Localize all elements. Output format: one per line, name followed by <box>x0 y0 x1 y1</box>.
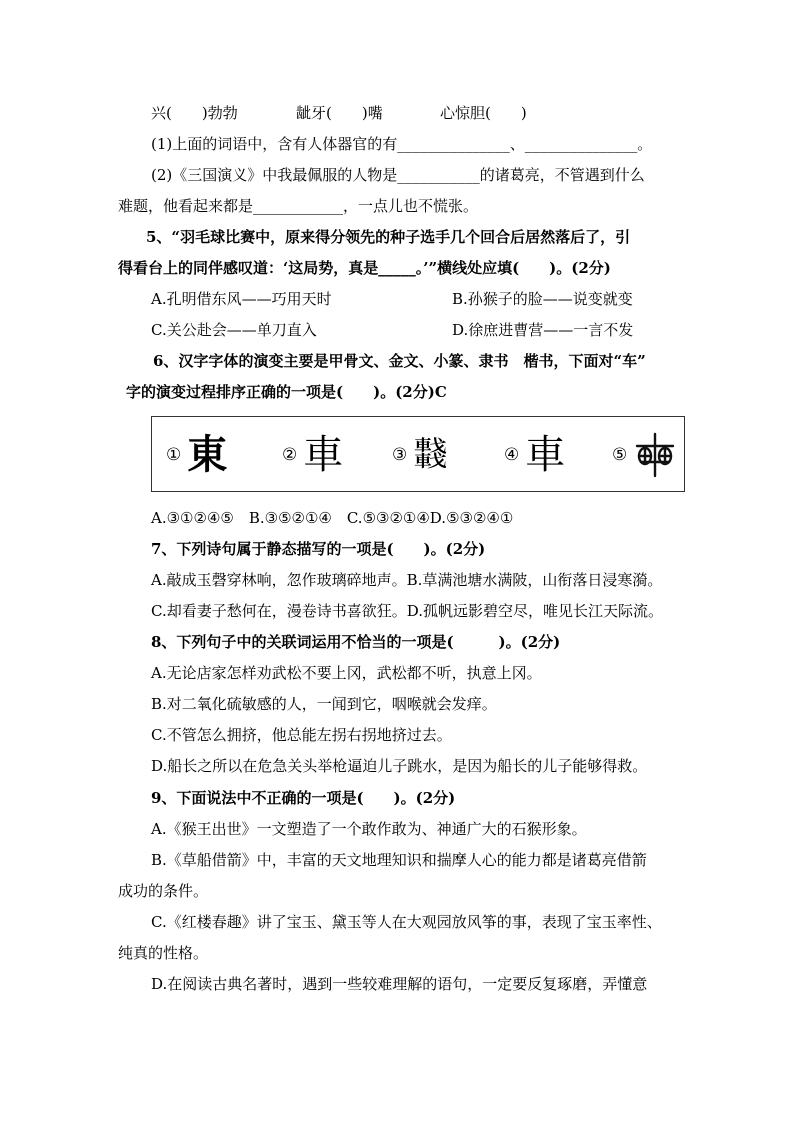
glyph-character: 車 <box>303 432 344 478</box>
glyph-item-5 <box>612 425 677 485</box>
question-9-option-c-line-2: 纯真的性格。 <box>118 944 209 962</box>
glyph-number: ③ <box>392 445 408 465</box>
question-8-option-c: C.不管怎么拥挤，他总能左拐右拐地挤过去。 <box>151 726 452 744</box>
question-9-option-a: A.《猴王出世》一文塑造了一个敢作敢为、神通广大的石猴形象。 <box>151 820 587 838</box>
glyph-item-3 <box>392 425 447 485</box>
question-6-line-1: 6、汉字字体的演变主要是甲骨文、金文、小篆、隶书 楷书，下面对“车” <box>153 352 646 370</box>
question-8-option-b: B.对二氧化硫敏感的人，一闻到它，咽喉就会发痒。 <box>151 695 497 713</box>
question-7-options-ab: A.敲成玉磬穿林响，忽作玻璃碎地声。B.草满池塘水满陂，山衔落日浸寒漪。 <box>151 571 663 589</box>
question-9-option-b-line-1: B.《草船借箭》中，丰富的天文地理知识和揣摩人心的能力都是诸葛亮借箭 <box>151 851 647 869</box>
glyph-character: 𨏖 <box>413 435 448 475</box>
question-9-option-c-line-1: C.《红楼春趣》讲了宝玉、黛玉等人在大观园放风筝的事，表现了宝玉率性、 <box>151 913 662 931</box>
question-5-option-c: C.关公赴会——单刀直入 <box>151 321 317 339</box>
question-7-options-cd: C.却看妻子愁何在，漫卷诗书喜欲狂。D.孤帆远影碧空尽，唯见长江天际流。 <box>151 602 663 620</box>
glyph-number: ① <box>166 445 182 465</box>
glyph-item-2 <box>282 425 343 485</box>
question-9-option-d: D.在阅读古典名著时，遇到一些较难理解的语句，一定要反复琢磨，弄懂意 <box>151 975 648 993</box>
question-6-line-2: 字的演变过程排序正确的一项是( )。(2分)C <box>126 383 447 401</box>
glyph-number: ④ <box>504 445 520 465</box>
question-5-line-2: 得看台上的同伴感叹道：‘这局势，真是_____。’”横线处应填( )。(2分) <box>118 259 611 277</box>
glyph-number: ② <box>282 445 298 465</box>
question-5-option-b: B.孙猴子的脸——说变就变 <box>452 290 633 308</box>
idiom-2: 龇牙( )嘴 <box>296 104 383 122</box>
glyph-character: 東 <box>187 431 228 478</box>
character-evolution-figure <box>151 416 685 492</box>
question-8-option-d: D.船长之所以在危急关头举枪逼迫儿子跳水，是因为船长的儿子能够得救。 <box>151 757 648 775</box>
sub-question-2-line-2: 难题，他看起来都是____________，一点儿也不慌张。 <box>118 197 479 215</box>
glyph-character: 車 <box>525 432 566 478</box>
question-9-stem: 9、下面说法中不正确的一项是( )。(2分) <box>151 789 456 807</box>
glyph-item-4 <box>504 425 565 485</box>
question-5-option-a: A.孔明借东风——巧用天时 <box>151 290 332 308</box>
question-8-stem: 8、下列句子中的关联词运用不恰当的一项是( )。(2分) <box>151 633 561 651</box>
idiom-1: 兴( )勃勃 <box>151 104 238 122</box>
question-6-options: A.③①②④⑤ B.③⑤②①④ C.⑤③②①④D.⑤③②④① <box>151 509 514 527</box>
question-5-line-1: 5、“羽毛球比赛中，原来得分领先的种子选手几个回合后居然落后了，引 <box>146 228 631 246</box>
glyph-item-1 <box>166 425 227 485</box>
question-7-stem: 7、下列诗句属于静态描写的一项是( )。(2分) <box>151 540 486 558</box>
oracle-bone-car-glyph <box>633 432 677 478</box>
question-9-option-b-line-2: 成功的条件。 <box>118 882 209 900</box>
sub-question-2-line-1: (2)《三国演义》中我最佩服的人物是___________的诸葛亮，不管遇到什么 <box>151 166 645 184</box>
sub-question-1: (1)上面的词语中，含有人体器官的有_______________、_______________。 <box>151 135 653 153</box>
question-8-option-a: A.无论店家怎样劝武松不要上冈，武松都不听，执意上冈。 <box>151 664 542 682</box>
idiom-3: 心惊胆( ) <box>440 104 527 122</box>
glyph-number: ⑤ <box>612 445 628 465</box>
question-5-option-d: D.徐庶进曹营——一言不发 <box>452 321 634 339</box>
